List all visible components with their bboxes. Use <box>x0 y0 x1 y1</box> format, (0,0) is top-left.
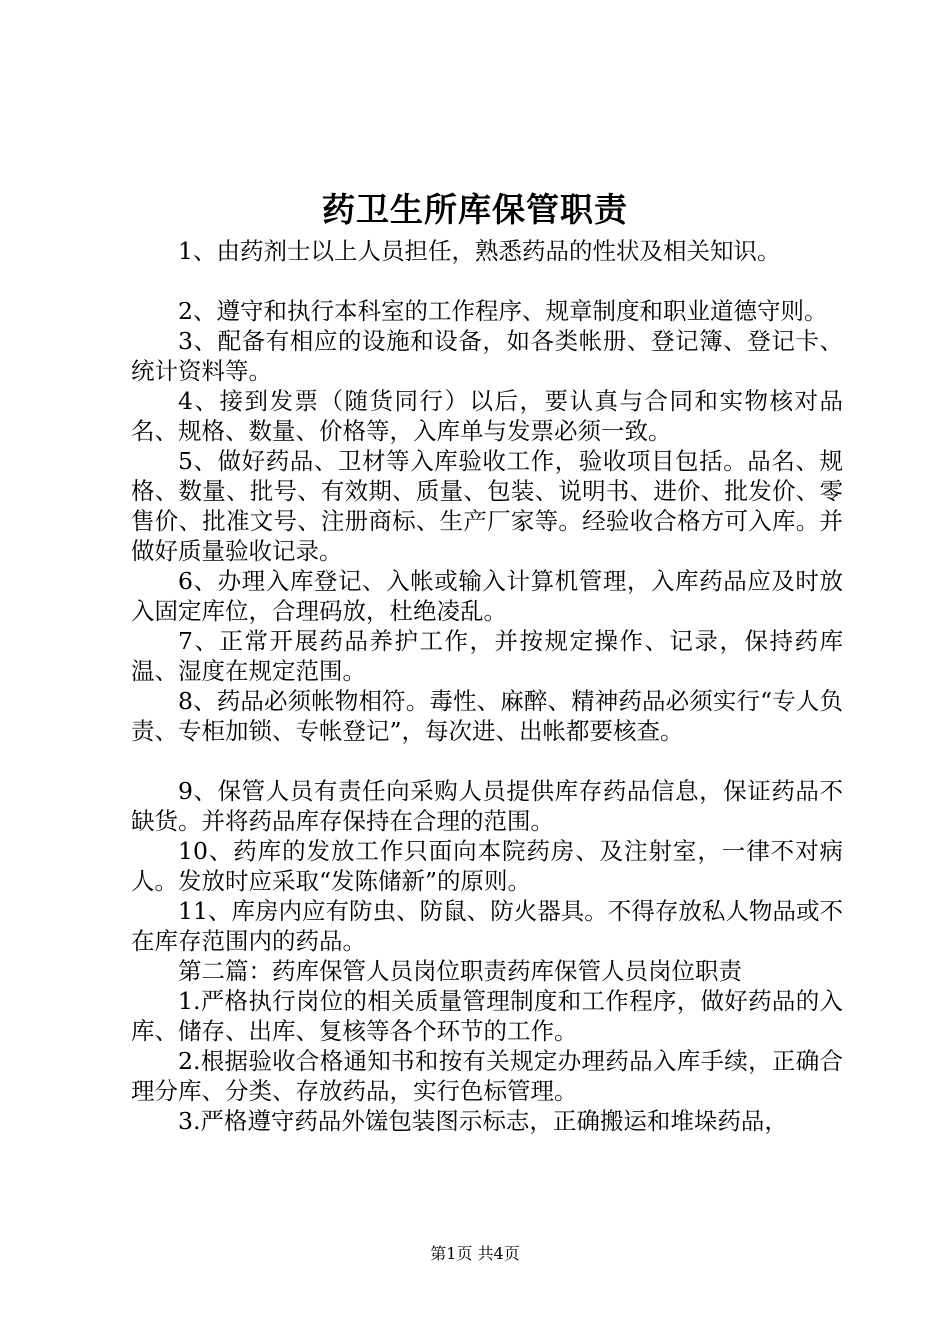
page-footer: 第1页 共4页 <box>430 1244 520 1263</box>
duty-item-3: 3.严格遵守药品外馐包装图示标志，正确搬运和堆垛药品， <box>178 1107 788 1135</box>
document-title: 药卫生所库保管职责 <box>322 190 628 229</box>
paragraph-8: 8、药品必须帐物相符。毒性、麻醉、精神药品必须实行“专人负责、专柜加锁、专帐登记”，每次进、出帐都要核查。 <box>131 687 843 745</box>
paragraph-3: 3、配备有相应的设施和设备，如各类帐册、登记簿、登记卡、统计资料等。 <box>131 327 843 385</box>
document-body <box>131 236 843 1136</box>
paragraph-2: 2、遵守和执行本科室的工作程序、规章制度和职业道德守则。 <box>178 297 828 325</box>
paragraph-6: 6、办理入库登记、入帐或输入计算机管理，入库药品应及时放入固定库位，合理码放，杜绝凌乱。 <box>131 567 843 625</box>
paragraph-4: 4、接到发票（随货同行）以后，要认真与合同和实物核对品名、规格、数量、价格等，入库单与发票必须一致。 <box>131 387 843 445</box>
paragraph-9: 9、保管人员有责任向采购人员提供库存药品信息，保证药品不缺货。并将药品库存保持在合理的范围。 <box>131 777 843 835</box>
paragraph-7: 7、正常开展药品养护工作，并按规定操作、记录，保持药库温、湿度在规定范围。 <box>131 627 843 685</box>
duty-item-1: 1.严格执行岗位的相关质量管理制度和工作程序，做好药品的入库、储存、出库、复核等各个环节的工作。 <box>131 987 843 1045</box>
paragraph-5: 5、做好药品、卫材等入库验收工作，验收项目包括。品名、规格、数量、批号、有效期、质量、包装、说明书、进价、批发价、零售价、批准文号、注册商标、生产厂家等。经验收合格方可入库。并做好质量验收记录。 <box>131 447 843 565</box>
paragraph-10: 10、药库的发放工作只面向本院药房、及注射室，一律不对病人。发放时应采取“发陈储新”的原则。 <box>131 837 843 895</box>
paragraph-1: 1、由药剂士以上人员担任，熟悉药品的性状及相关知识。 <box>178 237 781 265</box>
section-heading: 第二篇：药库保管人员岗位职责药库保管人员岗位职责 <box>178 957 742 985</box>
paragraph-11: 11、库房内应有防虫、防鼠、防火器具。不得存放私人物品或不在库存范围内的药品。 <box>131 897 843 955</box>
duty-item-2: 2.根据验收合格通知书和按有关规定办理药品入库手续，正确合理分库、分类、存放药品，实行色标管理。 <box>131 1047 843 1105</box>
